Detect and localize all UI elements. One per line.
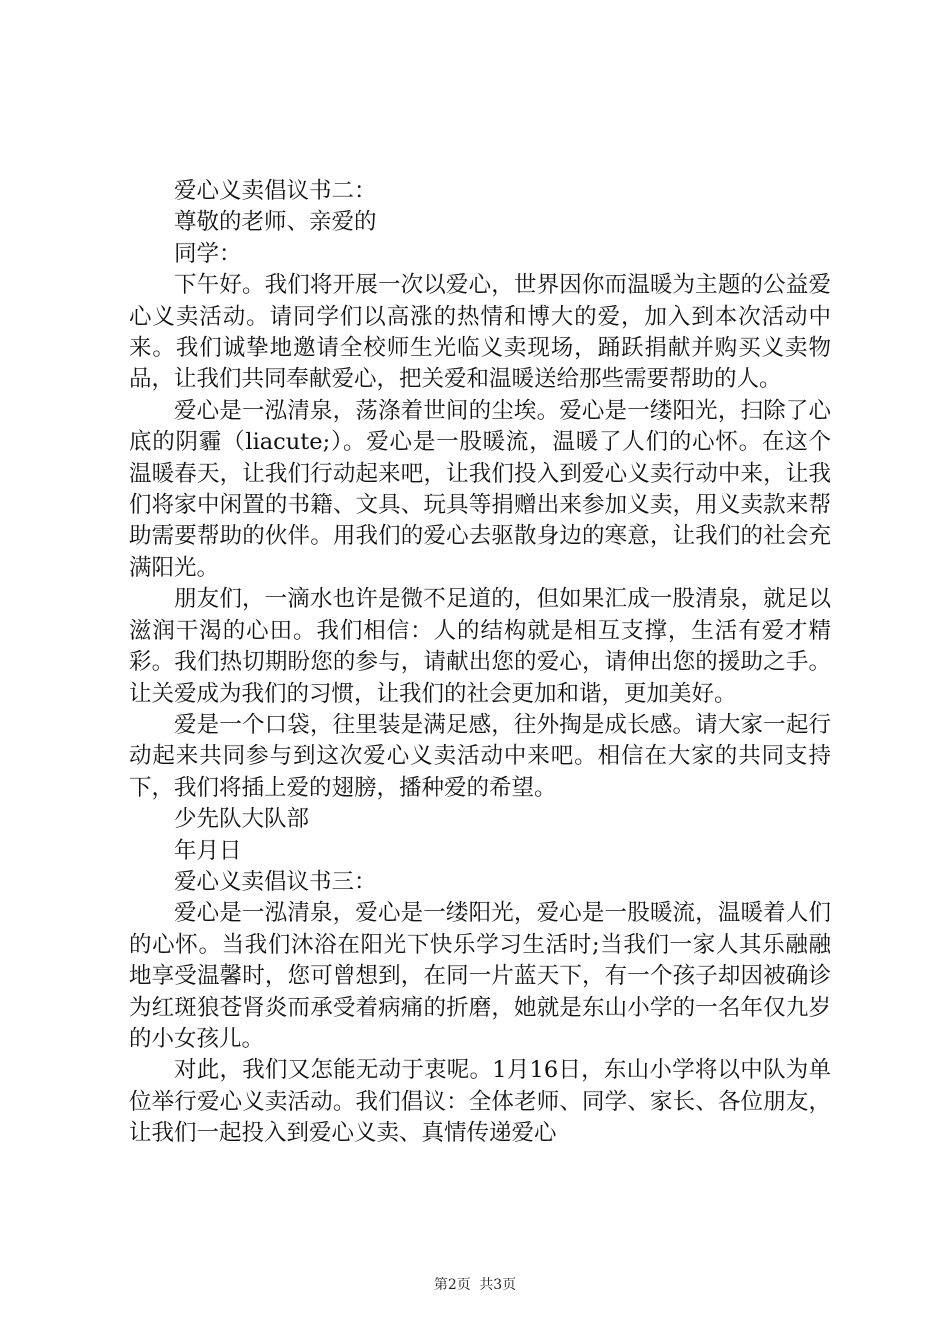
paragraph-friends: 朋友们，一滴水也许是微不足道的，但如果汇成一股清泉，就足以滋润干渴的心田。我们相信：人的结构就是相互支撑，生活有爱才精彩。我们热切期盼您的参与，请献出您的爱心，请伸出您的援助之手。让关爱成为我们的习惯，让我们的社会更加和谐，更加美好。 bbox=[129, 586, 831, 707]
page-number: 第2页 bbox=[433, 1277, 471, 1293]
paragraph-intro: 下午好。我们将开展一次以爱心，世界因你而温暖为主题的公益爱心义卖活动。请同学们以高涨的热情和博大的爱，加入到本次活动中来。我们诚挚地邀请全校师生光临义卖现场，踊跃捐献并购买义卖物品，让我们共同奉献爱心，把关爱和温暖送给那些需要帮助的人。 bbox=[129, 272, 831, 393]
signature-date: 年月日 bbox=[174, 837, 242, 864]
heading-proposal-two: 爱心义卖倡议书二： bbox=[174, 178, 377, 204]
paragraph-event: 对此，我们又怎能无动于衷呢。1月16日，东山小学将以中队为单位举行爱心义卖活动。我们倡议：全体老师、同学、家长、各位朋友，让我们一起投入到爱心义卖、真情传递爱心 bbox=[129, 1057, 831, 1147]
heading-proposal-three: 爱心义卖倡议书三： bbox=[174, 868, 377, 895]
paragraph-love-stream: 爱心是一泓清泉，爱心是一缕阳光，爱心是一股暖流，温暖着人们的心怀。当我们沐浴在阳光下快乐学习生活时;当我们一家人其乐融融地享受温馨时，您可曾想到，在同一片蓝天下，有一个孩子却因被确诊为红斑狼苍肾炎而承受着病痛的折磨，她就是东山小学的一名年仅九岁的小女孩儿。 bbox=[129, 900, 831, 1052]
salutation-line-2: 同学： bbox=[174, 240, 242, 267]
salutation-line-1: 尊敬的老师、亲爱的 bbox=[174, 209, 377, 236]
paragraph-love-spring: 爱心是一泓清泉，荡涤着世间的尘埃。爱心是一缕阳光，扫除了心底的阴霾（liacute;）。爱心是一股暖流，温暖了人们的心怀。在这个温暖春天，让我们行动起来吧，让我们投入到爱心义卖行动中来，让我们将家中闲置的书籍、文具、玩具等捐赠出来参加义卖，用义卖款来帮助需要帮助的伙伴。用我们的爱心去驱散身边的寒意，让我们的社会充满阳光。 bbox=[129, 397, 831, 581]
document-body bbox=[129, 176, 831, 1150]
page-total: 共3页 bbox=[479, 1277, 517, 1293]
signature-organization: 少先队大队部 bbox=[174, 806, 310, 833]
paragraph-love-pocket: 爱是一个口袋，往里装是满足感，往外掏是成长感。请大家一起行动起来共同参与到这次爱心义卖活动中来吧。相信在大家的共同支持下，我们将插上爱的翅膀，播种爱的希望。 bbox=[129, 711, 831, 801]
page-footer bbox=[0, 1274, 950, 1294]
